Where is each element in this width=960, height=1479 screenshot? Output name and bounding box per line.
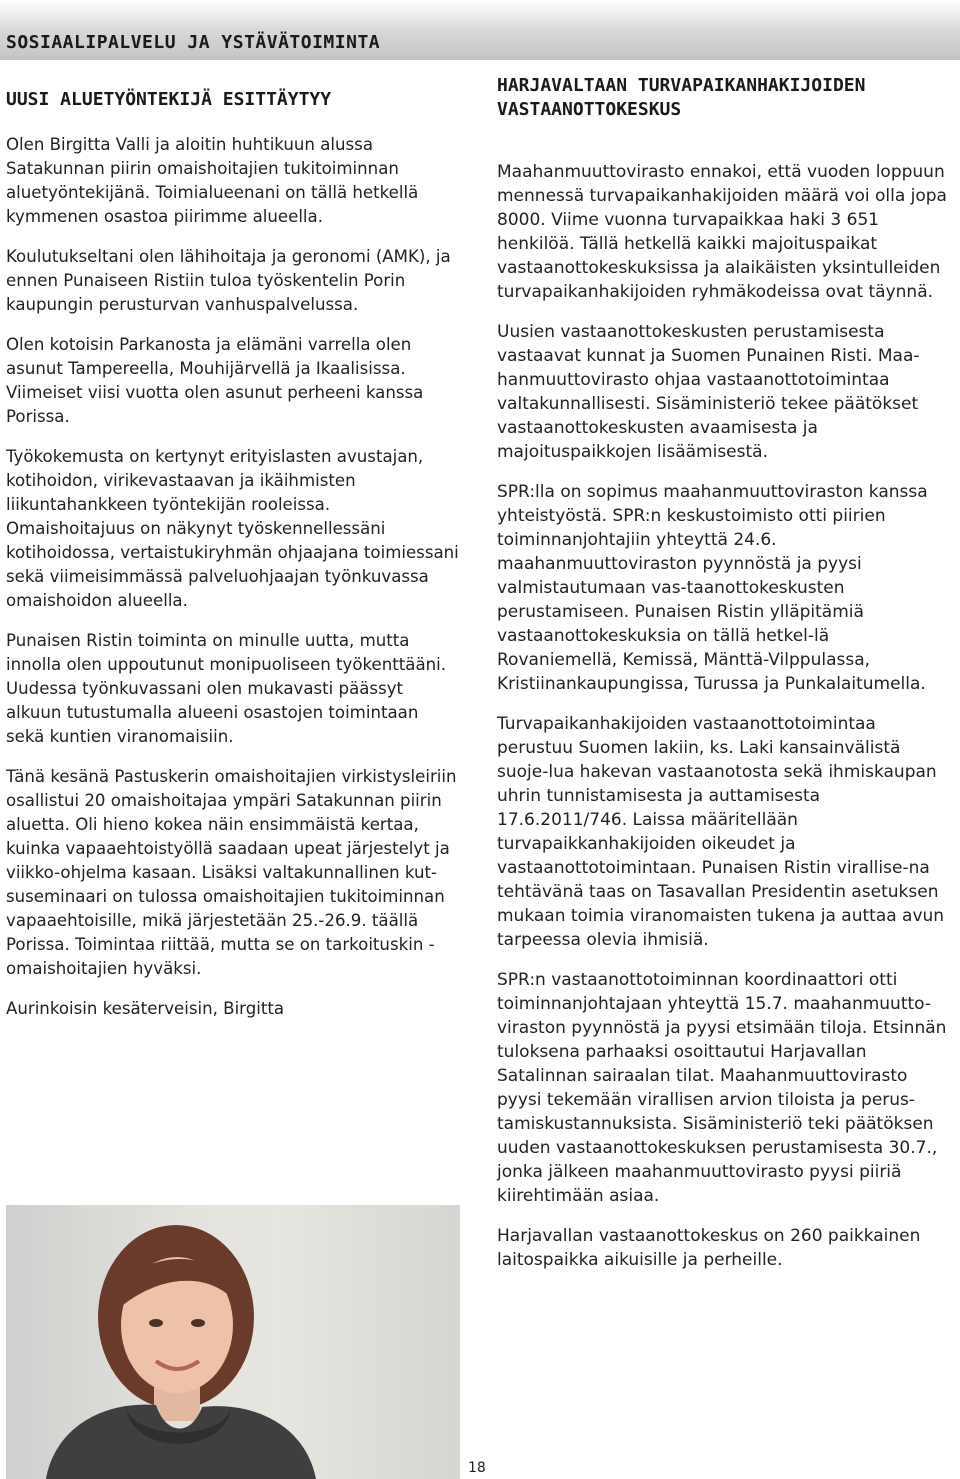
right-paragraph: SPR:lla on sopimus maahanmuuttoviraston kanssa yhteistyöstä. SPR:n keskustoimisto otti piirien toiminnanjohtajiin yhteyttä 24.6. maahanmuuttoviraston pyynnöstä ja pyysi valmistautumaan vas-taanottokeskusten perustamiseen. Punaisen Ristin ylläpitämiä vastaanottokeskuksia on tällä hetkel-lä Rovaniemellä, Kemissä, Mänttä-Vilppulassa, Kristiinankaupungissa, Turussa ja Punkalaitumella. (497, 482, 928, 694)
right-eye (191, 1319, 205, 1327)
left-article-heading: UUSI ALUETYÖNTEKIJÄ ESITTÄYTYY (6, 89, 332, 110)
section-label: SOSIAALIPALVELU JA YSTÄVÄTOIMINTA (6, 32, 381, 53)
right-article-heading: HARJAVALTAAN TURVAPAIKANHAKIJOIDEN VASTAANOTTOKESKUS (497, 75, 866, 120)
right-article (497, 74, 947, 1288)
left-paragraph: Koulutukseltani olen lähihoitaja ja geronomi (AMK), ja ennen Punaiseen Ristiin tuloa työskentelin Porin kaupungin perusturvan vanhuspalvelussa. (6, 247, 451, 314)
left-signature: Aurinkoisin kesäterveisin, Birgitta (6, 999, 285, 1018)
left-paragraph: Punaisen Ristin toiminta on minulle uutta, mutta innolla olen uppoutunut monipuoliseen työkenttääni. Uudessa työnkuvassani olen mukavasti päässyt alkuun tutustumalla alueeni osastojen toimintaan sekä kuntien viranomaisiin. (6, 631, 447, 746)
portrait-photo (6, 1205, 460, 1479)
right-paragraph: Harjavallan vastaanottokeskus on 260 paikkainen laitospaikka aikuisille ja perheille. (497, 1226, 921, 1270)
left-paragraph: Olen Birgitta Valli ja aloitin huhtikuun alussa Satakunnan piirin omaishoitajien tukitoiminnan aluetyöntekijänä. Toimialueenani on tällä hetkellä kymmenen osastoa piirimme alueella. (6, 135, 419, 226)
left-paragraph: Tänä kesänä Pastuskerin omaishoitajien virkistysleiriin osallistui 20 omaishoitajaa ympäri Satakunnan piirin aluetta. Oli hieno kokea näin ensimmäistä kertaa, kuinka vapaaehtoistyöllä saadaan upeat järjestelyt ja viikko-ohjelma kasaan. Lisäksi valtakunnallinen kut-suseminaari on tulossa omaishoitajien tukitoiminnan vapaaehtoisille, mikä järjestetään 25.-26.9. täällä Porissa. Toimintaa riittää, mutta se on tarkoituskin -omaishoitajien hyväksi. (6, 767, 457, 978)
portrait-illustration (6, 1205, 460, 1479)
left-paragraph: Työkokemusta on kertynyt erityislasten avustajan, kotihoidon, virikevastaavan ja ikäihmisten liikuntahankkeen työntekijän rooleissa. Omaishoitajuus on näkynyt työskennellessäni kotihoidossa, vertaistukiryhmän ohjaajana toimiessani sekä viimeisimmässä palveluohjaajan työnkuvassa omaishoidon alueella. (6, 447, 459, 610)
right-paragraph: Turvapaikanhakijoiden vastaanottotoimintaa perustuu Suomen lakiin, ks. Laki kansainvälistä suoje-lua hakevan vastaanotosta sekä ihmiskaupan uhrin tunnistamisesta ja auttamisesta 17.6.2011/746. Laissa määritellään turvapaikkanhakijoiden oikeudet ja vastaanottotoimintaan. Punaisen Ristin virallise-na tehtävänä taas on Tasavallan Presidentin asetuksen mukaan toimia viranomaisten tukena ja auttaa avun tarpeessa olevia ihmisiä. (497, 714, 945, 950)
right-paragraph: Maahanmuuttovirasto ennakoi, että vuoden loppuun mennessä turvapaikanhakijoiden määrä voi olla jopa 8000. Viime vuonna turvapaikkaa haki 3 651 henkilöä. Tällä hetkellä kaikki majoituspaikat vastaanottokeskuksissa ja alaikäisten yksintulleiden turvapaikanhakijoiden ryhmäkodeissa ovat täynnä. (497, 162, 947, 302)
right-paragraph: SPR:n vastaanottotoiminnan koordinaattori otti toiminnanjohtajaan yhteyttä 15.7. maahanmuutto-viraston pyynnöstä ja pyysi etsimään tiloja. Etsinnän tuloksena parhaaksi osoittautui Harjavallan Satalinnan sairaalan tilat. Maahanmuuttovirasto pyysi tekemään virallisen arvion tiloista ja perus-tamiskustannuksista. Sisäministeriö teki päätöksen uuden vastaanottokeskuksen perustamisesta 30.7., jonka jälkeen maahanmuuttovirasto pyysi piiriä kiirehtimään asiaa. (497, 970, 947, 1206)
left-eye (149, 1319, 163, 1327)
page-number: 18 (468, 1460, 486, 1476)
right-paragraph: Uusien vastaanottokeskusten perustamisesta vastaavat kunnat ja Suomen Punainen Risti. Maa-hanmuuttovirasto ohjaa vastaanottotoimintaa valtakunnallisesti. Sisäministeriö tekee päätökset vastaanottokeskusten avaamisesta ja majoituspaikkojen lisäämisestä. (497, 322, 920, 462)
left-article (6, 88, 461, 1037)
left-paragraph: Olen kotoisin Parkanosta ja elämäni varrella olen asunut Tampereella, Mouhijärvellä ja Ikaalisissa. Viimeiset viisi vuotta olen asunut perheeni kanssa Porissa. (6, 335, 424, 426)
